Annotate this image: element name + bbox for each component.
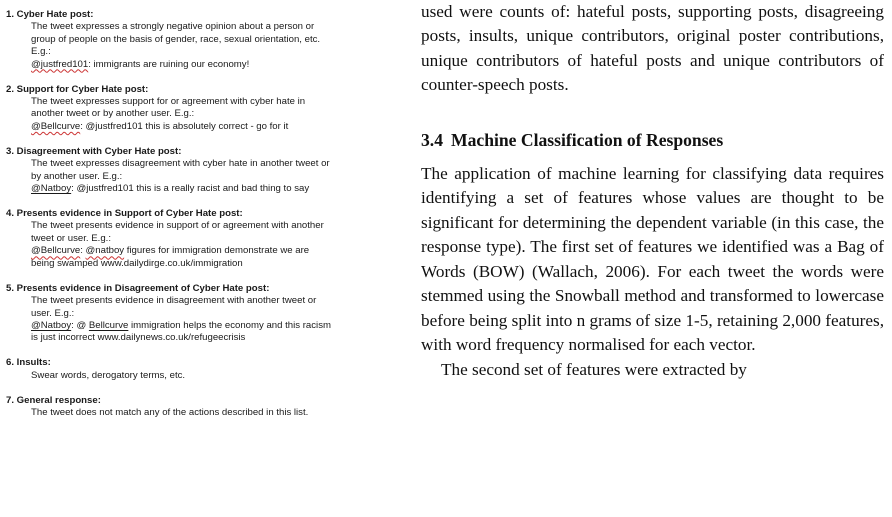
figure-item-insults bbox=[6, 357, 402, 382]
figure-example-continued: is just incorrect www.dailynews.co.uk/refugeecrisis bbox=[31, 332, 246, 344]
example-text: immigration helps the economy and this racism bbox=[128, 319, 331, 331]
figure-item-body bbox=[6, 220, 402, 270]
twitter-handle: Bellcurve bbox=[88, 319, 129, 331]
figure-example bbox=[31, 59, 402, 71]
figure-item-body bbox=[6, 295, 402, 345]
figure-item-general bbox=[6, 395, 402, 420]
figure-item-title: 5. Presents evidence in Disagreement of Cyber Hate post: bbox=[6, 282, 270, 294]
figure-item-body bbox=[6, 96, 402, 133]
figure-item-title: 1. Cyber Hate post: bbox=[6, 9, 94, 20]
figure-item-evidence-disagreement bbox=[6, 283, 402, 345]
figure-item-support bbox=[6, 84, 402, 134]
figure-line: The tweet presents evidence in disagreement with another tweet or bbox=[31, 295, 317, 307]
figure-example bbox=[31, 245, 402, 257]
response-type-figure bbox=[6, 9, 402, 432]
paragraph-second-features: The second set of features were extracted by bbox=[441, 359, 747, 379]
example-text: : @justfred101 this is a really racist and bad thing to say bbox=[71, 183, 310, 195]
figure-item-disagreement bbox=[6, 146, 402, 196]
figure-example bbox=[31, 320, 402, 332]
twitter-handle: @Bellcurve bbox=[31, 245, 81, 257]
figure-example-continued: being swamped www.dailydirge.co.uk/immigration bbox=[31, 257, 243, 269]
section-number: 3.4 bbox=[421, 129, 443, 150]
figure-line: The tweet expresses disagreement with cyber hate in another tweet or bbox=[31, 158, 330, 170]
figure-line: The tweet expresses a strongly negative opinion about a person or bbox=[31, 21, 315, 33]
figure-item-title: 6. Insults: bbox=[6, 357, 51, 369]
twitter-handle: @Natboy bbox=[31, 319, 72, 331]
twitter-handle: @Bellcurve bbox=[31, 120, 81, 132]
figure-line: group of people on the basis of gender, race, sexual orientation, etc. bbox=[31, 33, 321, 45]
figure-item-title: 4. Presents evidence in Support of Cyber Hate post: bbox=[6, 208, 243, 220]
twitter-handle: @natboy bbox=[85, 245, 125, 257]
example-separator: : bbox=[80, 245, 86, 257]
figure-item-body bbox=[6, 158, 402, 195]
figure-example bbox=[31, 183, 402, 195]
paragraph-features: The application of machine learning for classifying data requires identifying a set of features whose values are thought to be significant for determining the dependent variable (in this case, the response type). The first set of features we identified was a Bag of Words (BOW) (Wallach, 2006). For each tweet the words were stemmed using the Snowball method and transformed to lowercase before being split into n grams of size 1-5, retaining 2,000 features, with word frequency normalised for each vector. bbox=[421, 163, 884, 354]
twitter-handle: @justfred101 bbox=[31, 58, 89, 70]
figure-line: user. E.g.: bbox=[31, 307, 75, 319]
figure-line: The tweet does not match any of the actions described in this list. bbox=[31, 407, 309, 419]
example-separator: : @ bbox=[71, 319, 89, 331]
figure-item-body bbox=[6, 370, 402, 382]
figure-item-cyber-hate bbox=[6, 9, 402, 71]
twitter-handle: @Natboy bbox=[31, 183, 72, 195]
figure-line: The tweet presents evidence in support of or agreement with another bbox=[31, 220, 324, 232]
paragraph-counts: used were counts of: hateful posts, supporting posts, disagreeing posts, insults, unique contributors, original poster contributions, unique contributors of hateful posts and unique contributors of counter-speech posts. bbox=[421, 1, 884, 94]
section-heading bbox=[421, 128, 884, 152]
figure-line: by another user. E.g.: bbox=[31, 170, 123, 182]
example-text: figures for immigration demonstrate we are bbox=[124, 245, 310, 257]
figure-line: The tweet expresses support for or agreement with cyber hate in bbox=[31, 96, 306, 108]
figure-item-title: 2. Support for Cyber Hate post: bbox=[6, 83, 149, 95]
figure-item-body bbox=[6, 21, 402, 71]
figure-item-evidence-support bbox=[6, 208, 402, 270]
figure-line: another tweet or by another user. E.g.: bbox=[31, 108, 195, 120]
figure-item-title: 7. General response: bbox=[6, 394, 101, 406]
section-title: Machine Classification of Responses bbox=[451, 129, 724, 150]
figure-line: E.g.: bbox=[31, 46, 51, 58]
paper-text-column bbox=[421, 0, 884, 382]
figure-example bbox=[31, 121, 402, 133]
figure-item-body bbox=[6, 407, 402, 419]
example-text: : immigrants are ruining our economy! bbox=[88, 58, 250, 70]
figure-item-title: 3. Disagreement with Cyber Hate post: bbox=[6, 145, 182, 157]
figure-line: tweet or user. E.g.: bbox=[31, 232, 111, 244]
figure-line: Swear words, derogatory terms, etc. bbox=[31, 369, 186, 381]
example-text: : @justfred101 this is absolutely correct - go for it bbox=[80, 120, 289, 132]
